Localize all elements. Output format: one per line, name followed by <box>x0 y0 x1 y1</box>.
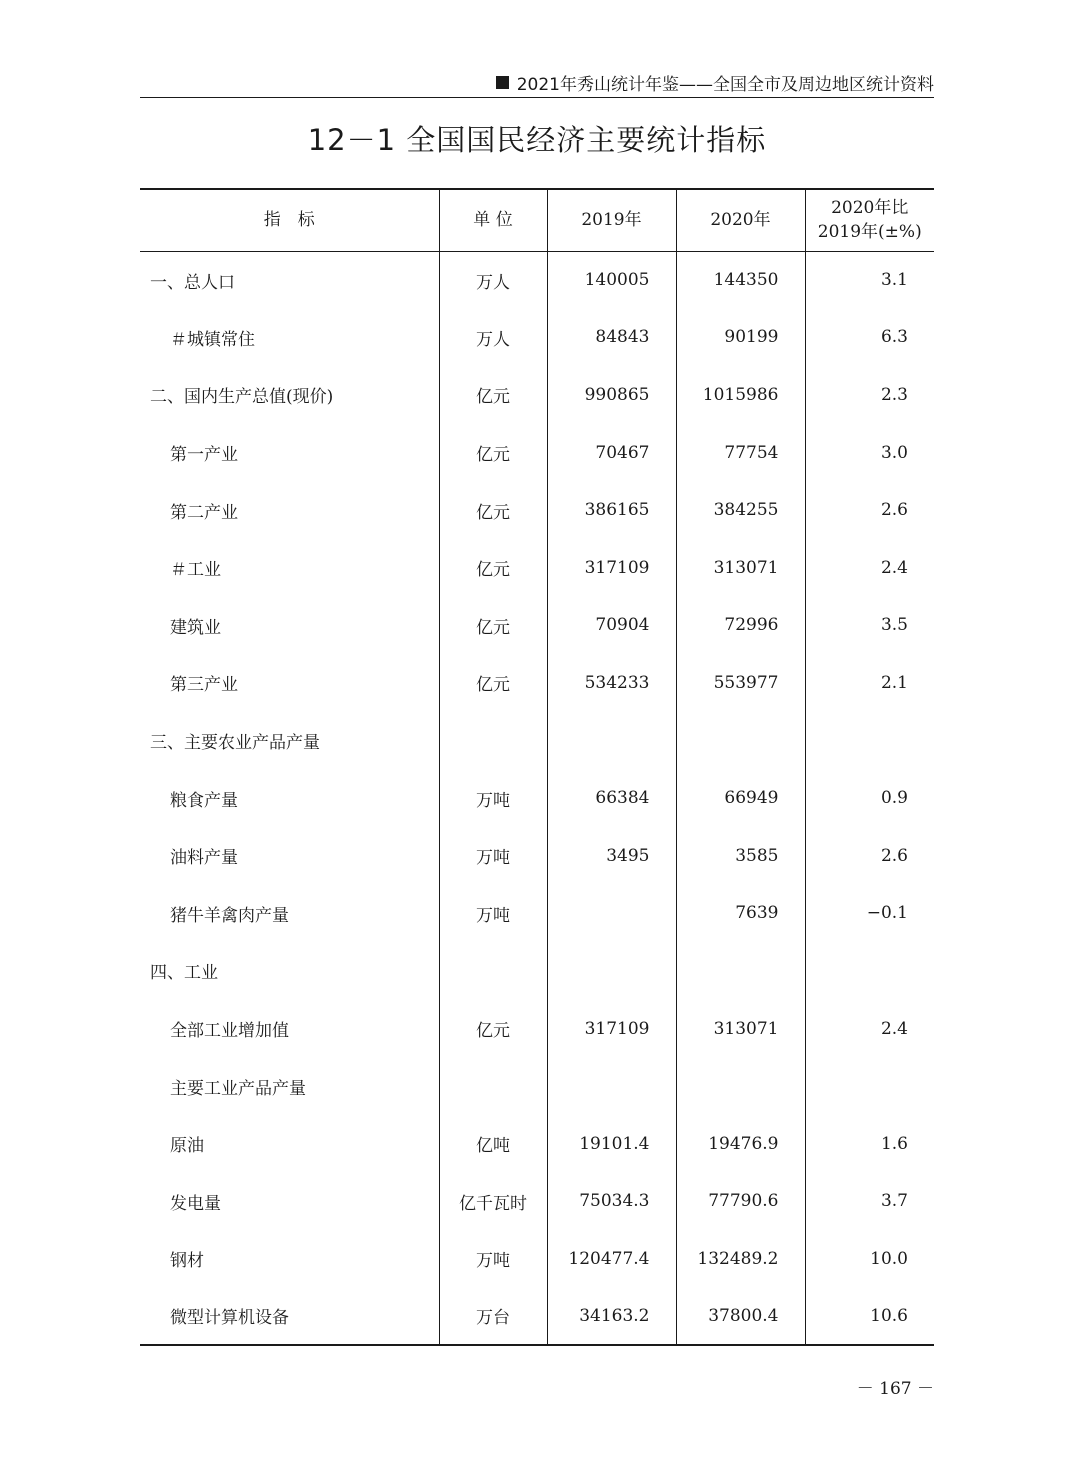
value-2020-cell: 19476.9 <box>676 1115 805 1173</box>
value-2019-cell: 75034.3 <box>547 1173 676 1231</box>
unit-cell: 亿元 <box>439 1000 547 1058</box>
indicator-cell: 粮食产量 <box>170 790 238 811</box>
change-cell: 2.3 <box>805 366 934 424</box>
change-cell: 2.4 <box>805 1000 934 1058</box>
value-2020-cell: 313071 <box>676 539 805 597</box>
change-cell: 1.6 <box>805 1115 934 1173</box>
change-cell: 2.6 <box>805 827 934 885</box>
indicator-cell: 主要工业产品产量 <box>170 1078 306 1099</box>
change-cell: 3.0 <box>805 424 934 482</box>
value-2020-cell: 313071 <box>676 1000 805 1058</box>
unit-cell: 亿元 <box>439 424 547 482</box>
value-2020-cell: 3585 <box>676 827 805 885</box>
value-2020-cell: 37800.4 <box>676 1288 805 1346</box>
table-row <box>140 481 934 539</box>
unit-cell <box>439 1057 547 1115</box>
indicator-cell: 油料产量 <box>170 848 238 869</box>
header-2020: 2020年 <box>676 189 805 251</box>
table-row <box>140 597 934 655</box>
unit-cell: 万人 <box>439 251 547 309</box>
value-2019-cell <box>547 1057 676 1115</box>
unit-cell: 万吨 <box>439 769 547 827</box>
table-row <box>140 1115 934 1173</box>
header-unit: 单 位 <box>439 189 547 251</box>
indicator-cell: 建筑业 <box>170 617 221 638</box>
indicator-cell: 猪牛羊禽肉产量 <box>170 905 289 926</box>
table-row <box>140 769 934 827</box>
value-2019-cell: 70904 <box>547 597 676 655</box>
running-header <box>496 70 934 95</box>
indicator-cell: 第二产业 <box>170 502 238 523</box>
value-2019-cell: 120477.4 <box>547 1230 676 1288</box>
table-row <box>140 424 934 482</box>
value-2019-cell: 3495 <box>547 827 676 885</box>
table-row <box>140 654 934 712</box>
value-2020-cell: 132489.2 <box>676 1230 805 1288</box>
indicator-cell: 发电量 <box>170 1193 221 1214</box>
header-change-line1: 2020年比 <box>831 198 909 219</box>
value-2019-cell <box>547 712 676 770</box>
indicator-cell: 全部工业增加值 <box>170 1021 289 1042</box>
unit-cell: 万台 <box>439 1288 547 1346</box>
change-cell <box>805 712 934 770</box>
change-cell: 3.7 <box>805 1173 934 1231</box>
table-row <box>140 1288 934 1346</box>
header-rule <box>140 97 934 98</box>
table-row <box>140 1230 934 1288</box>
value-2019-cell: 19101.4 <box>547 1115 676 1173</box>
table-row <box>140 885 934 943</box>
unit-cell: 万吨 <box>439 1230 547 1288</box>
unit-cell: 亿元 <box>439 539 547 597</box>
table-row <box>140 1000 934 1058</box>
unit-cell: 亿元 <box>439 597 547 655</box>
indicator-cell: 一、总人口 <box>150 272 235 293</box>
table-row <box>140 1173 934 1231</box>
table-header-row <box>140 189 934 251</box>
value-2020-cell: 1015986 <box>676 366 805 424</box>
unit-cell: 亿吨 <box>439 1115 547 1173</box>
change-cell <box>805 942 934 1000</box>
change-cell: 3.5 <box>805 597 934 655</box>
value-2019-cell: 317109 <box>547 539 676 597</box>
value-2019-cell: 140005 <box>547 251 676 309</box>
change-cell <box>805 1057 934 1115</box>
table-row <box>140 366 934 424</box>
change-cell: 2.1 <box>805 654 934 712</box>
unit-cell: 万人 <box>439 309 547 367</box>
statistics-table <box>140 188 934 1346</box>
indicator-cell: 二、国内生产总值(现价) <box>150 387 334 408</box>
running-header-text: 2021年秀山统计年鉴——全国全市及周边地区统计资料 <box>516 75 934 95</box>
value-2019-cell: 70467 <box>547 424 676 482</box>
square-bullet-icon <box>496 76 509 89</box>
value-2020-cell: 77790.6 <box>676 1173 805 1231</box>
value-2019-cell: 66384 <box>547 769 676 827</box>
unit-cell: 万吨 <box>439 885 547 943</box>
table-row <box>140 827 934 885</box>
change-cell: 2.4 <box>805 539 934 597</box>
value-2019-cell <box>547 885 676 943</box>
value-2019-cell: 317109 <box>547 1000 676 1058</box>
value-2020-cell <box>676 1057 805 1115</box>
header-2019: 2019年 <box>547 189 676 251</box>
table-row <box>140 942 934 1000</box>
table-row <box>140 712 934 770</box>
value-2020-cell: 384255 <box>676 481 805 539</box>
page-number: － 167 － <box>856 1379 934 1399</box>
indicator-cell: ＃工业 <box>170 560 221 581</box>
change-cell: −0.1 <box>805 885 934 943</box>
unit-cell <box>439 712 547 770</box>
value-2020-cell: 144350 <box>676 251 805 309</box>
header-change-line2: 2019年(±%) <box>817 222 922 243</box>
unit-cell <box>439 942 547 1000</box>
table-row <box>140 1057 934 1115</box>
value-2020-cell <box>676 712 805 770</box>
value-2019-cell: 534233 <box>547 654 676 712</box>
value-2020-cell <box>676 942 805 1000</box>
value-2020-cell: 90199 <box>676 309 805 367</box>
value-2020-cell: 66949 <box>676 769 805 827</box>
table-row <box>140 251 934 309</box>
value-2020-cell: 72996 <box>676 597 805 655</box>
indicator-cell: 原油 <box>170 1136 204 1157</box>
indicator-cell: 三、主要农业产品产量 <box>150 733 320 754</box>
indicator-cell: 微型计算机设备 <box>140 1288 439 1346</box>
unit-cell: 亿千瓦时 <box>439 1173 547 1231</box>
value-2019-cell: 386165 <box>547 481 676 539</box>
unit-cell: 亿元 <box>439 481 547 539</box>
table-row <box>140 309 934 367</box>
table-body <box>140 251 934 1345</box>
change-cell: 6.3 <box>805 309 934 367</box>
change-cell: 10.0 <box>805 1230 934 1288</box>
change-cell: 0.9 <box>805 769 934 827</box>
indicator-cell: 四、工业 <box>150 963 218 984</box>
value-2019-cell: 990865 <box>547 366 676 424</box>
unit-cell: 亿元 <box>439 366 547 424</box>
change-cell: 2.6 <box>805 481 934 539</box>
header-indicator: 指 标 <box>140 189 439 251</box>
header-change <box>805 189 934 251</box>
value-2020-cell: 7639 <box>676 885 805 943</box>
indicator-cell: 第一产业 <box>170 445 238 466</box>
unit-cell: 亿元 <box>439 654 547 712</box>
change-cell: 10.6 <box>805 1288 934 1346</box>
value-2019-cell: 34163.2 <box>547 1288 676 1346</box>
page-title: 12－1 全国国民经济主要统计指标 <box>307 123 767 157</box>
value-2019-cell: 84843 <box>547 309 676 367</box>
value-2020-cell: 553977 <box>676 654 805 712</box>
unit-cell: 万吨 <box>439 827 547 885</box>
table-row <box>140 539 934 597</box>
indicator-cell: 第三产业 <box>170 675 238 696</box>
indicator-cell: ＃城镇常住 <box>170 329 255 350</box>
change-cell: 3.1 <box>805 251 934 309</box>
indicator-cell: 钢材 <box>170 1251 204 1272</box>
value-2019-cell <box>547 942 676 1000</box>
value-2020-cell: 77754 <box>676 424 805 482</box>
